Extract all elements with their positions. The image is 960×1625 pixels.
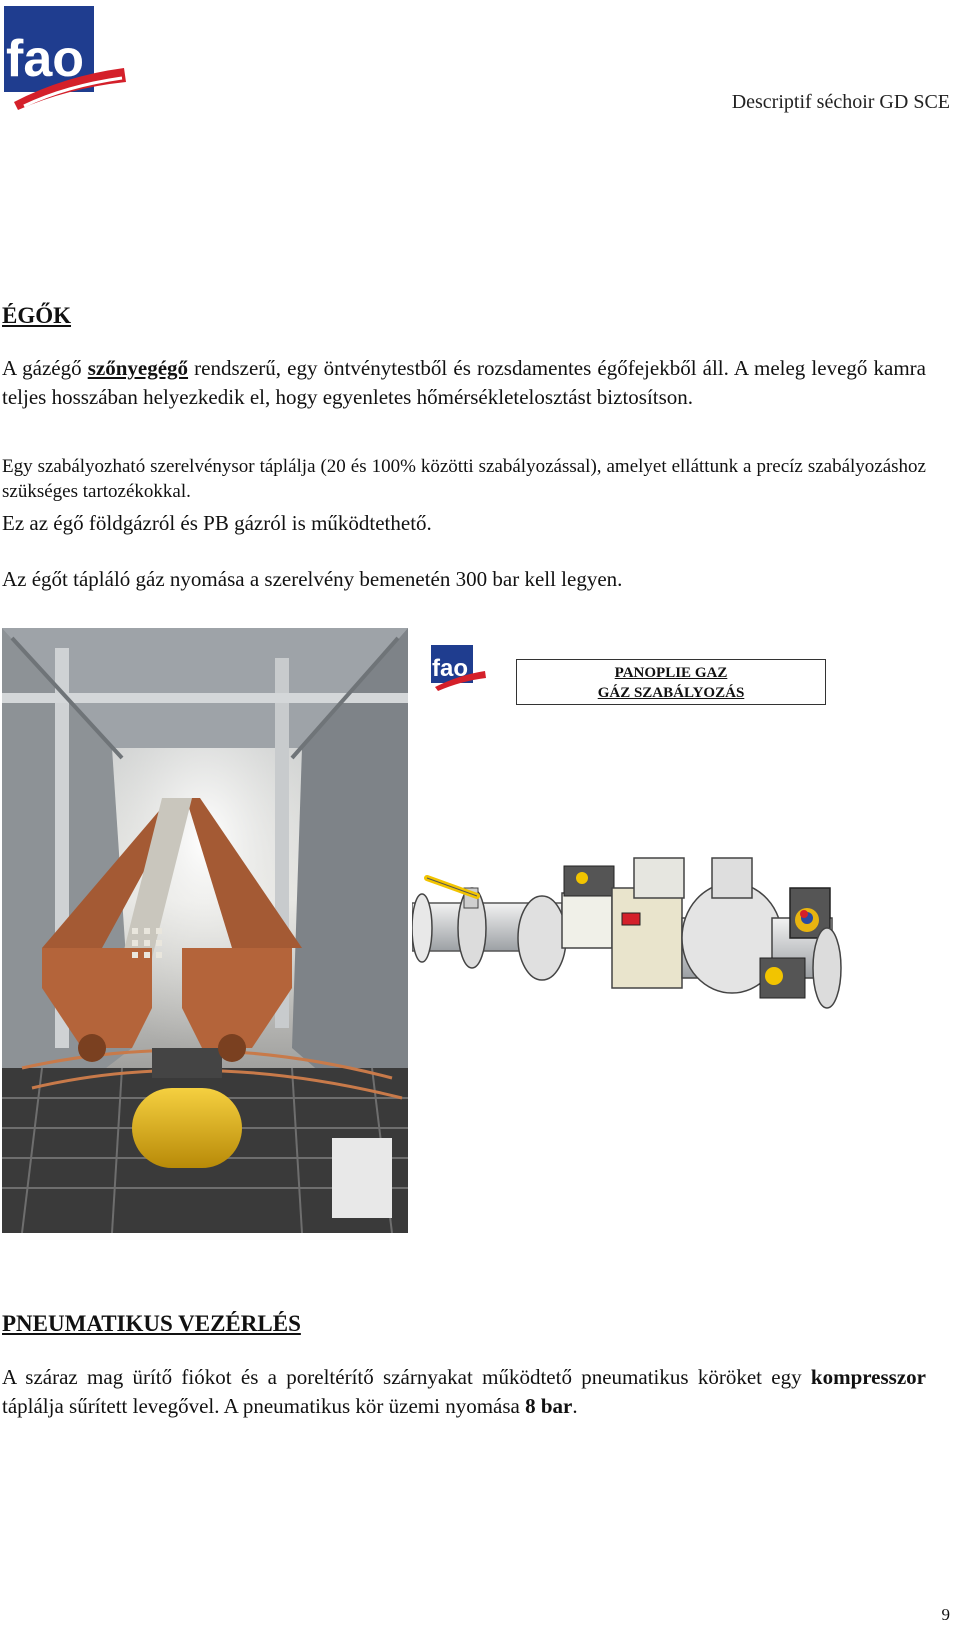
paragraph-regulation: Egy szabályozható szerelvénysor táplálja (20 és 100% közötti szabályozással), amelyet elláttunk a precíz szabályozáshoz szükséges tartozékokkal.	[2, 456, 926, 502]
fao-logo	[4, 6, 128, 112]
page-number: 9	[941, 1605, 950, 1624]
section-heading-burners: ÉGŐK	[2, 303, 72, 328]
paragraph-burner-description: A gázégő szőnyegégő rendszerű, egy öntvénytestből és rozsdamentes égőfejekből áll. A meleg levegő kamra teljes hosszában helyezkedik el, hogy egyenletes hőmérsékletelosztást biztosítson.	[2, 356, 926, 409]
gas-panel-caption	[516, 659, 826, 705]
gas-valve-assembly-image	[412, 848, 868, 1058]
paragraph-gas-types: Ez az égő földgázról és PB gázról is működtethető.	[2, 511, 432, 535]
paragraph-pneumatic: A száraz mag ürítő fiókot és a poreltérítő szárnyakat működtető pneumatikus köröket egy kompresszor táplálja sűrített levegővel. A pneumatikus kör üzemi nyomása 8 bar.	[2, 1365, 926, 1418]
section-heading-pneumatic: PNEUMATIKUS VEZÉRLÉS	[2, 1311, 301, 1336]
caption-line-1: PANOPLIE GAZ	[614, 665, 728, 681]
small-logo-text: fao	[432, 655, 468, 682]
caption-line-2: GÁZ SZABÁLYOZÁS	[597, 685, 745, 701]
paragraph-gas-pressure: Az égőt tápláló gáz nyomása a szerelvény bemenetén 300 bar kell legyen.	[2, 567, 623, 591]
bold-term-carpet-burner: szőnyegégő	[87, 356, 189, 380]
bold-term-pressure: 8 bar	[525, 1394, 573, 1418]
logo-text: fao	[6, 30, 84, 88]
fao-logo-small	[431, 645, 487, 691]
document-title: Descriptif séchoir GD SCE	[731, 91, 950, 113]
burner-photo	[2, 628, 408, 1233]
bold-term-compressor: kompresszor	[810, 1365, 926, 1389]
